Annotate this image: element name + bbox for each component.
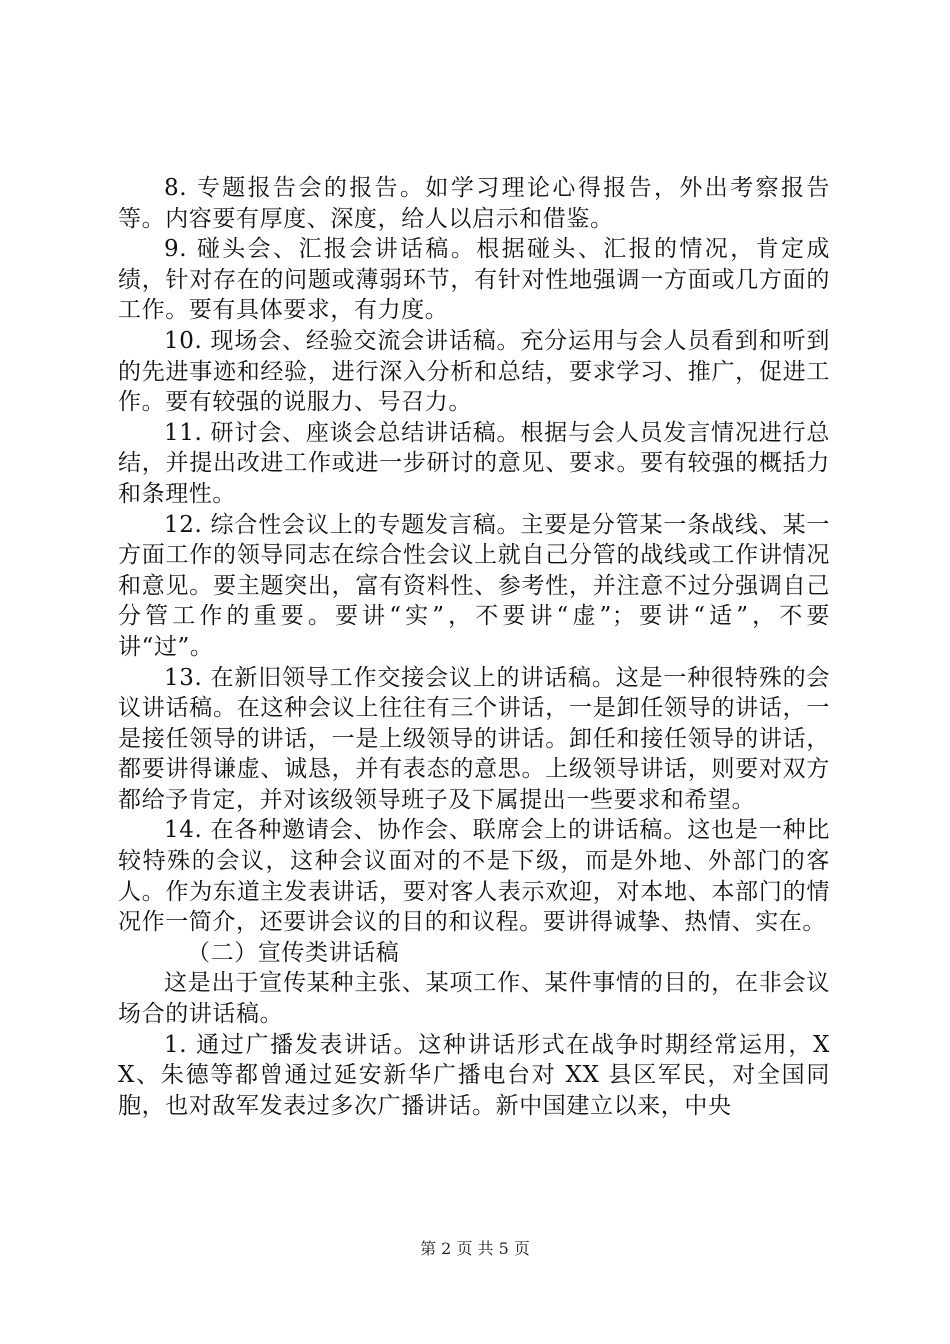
paragraph-item-8: 8. 专题报告会的报告。如学习理论心得报告，外出考察报告等。内容要有厚度、深度，给人以启示和借鉴。 (118, 175, 830, 232)
paragraph-item-12: 12. 综合性会议上的专题发言稿。主要是分管某一条战线、某一方面工作的领导同志在综合性会议上就自己分管的战线或工作讲情况和意见。要主题突出，富有资料性、参考性，并注意不过分强调自己分管工作的重要。要讲“实”，不要讲“虚”；要讲“适”，不要讲“过”。 (118, 511, 830, 660)
paragraph-item-13: 13. 在新旧领导工作交接会议上的讲话稿。这是一种很特殊的会议讲话稿。在这种会议上往往有三个讲话，一是卸任领导的讲话，一是接任领导的讲话，一是上级领导的讲话。卸任和接任领导的讲话，都要讲得谦虚、诚恳，并有表态的意思。上级领导讲话，则要对双方都给予肯定，并对该级领导班子及下属提出一些要求和希望。 (118, 664, 830, 813)
paragraph-item-10: 10. 现场会、经验交流会讲话稿。充分运用与会人员看到和听到的先进事迹和经验，进行深入分析和总结，要求学习、推广，促进工作。要有较强的说服力、号召力。 (118, 327, 830, 416)
paragraph-item-14: 14. 在各种邀请会、协作会、联席会上的讲话稿。这也是一种比较特殊的会议，这种会议面对的不是下级，而是外地、外部门的客人。作为东道主发表讲话，要对客人表示欢迎，对本地、本部门的情况作一简介，还要讲会议的目的和议程。要讲得诚挚、热情、实在。 (118, 817, 830, 936)
paragraph-item-11: 11. 研讨会、座谈会总结讲话稿。根据与会人员发言情况进行总结，并提出改进工作或进一步研讨的意见、要求。要有较强的概括力和条理性。 (118, 419, 830, 507)
page-number-footer: 第 2 页 共 5 页 (420, 1239, 530, 1258)
paragraph-intro: 这是出于宣传某种主张、某项工作、某件事情的目的，在非会议场合的讲话稿。 (118, 970, 830, 1028)
paragraph-item-9: 9. 碰头会、汇报会讲话稿。根据碰头、汇报的情况，肯定成绩，针对存在的问题或薄弱环节，有针对性地强调一方面或几方面的工作。要有具体要求，有力度。 (118, 236, 830, 324)
document-body (118, 173, 830, 1121)
paragraph-item-1: 1. 通过广播发表讲话。这种讲话形式在战争时期经常运用，XX、朱德等都曾通过延安新华广播电台对 XX 县区军民，对全国同胞，也对敌军发表过多次广播讲话。新中国建立以来，中央 (118, 1031, 830, 1119)
section-heading: （二）宣传类讲话稿 (187, 939, 400, 966)
